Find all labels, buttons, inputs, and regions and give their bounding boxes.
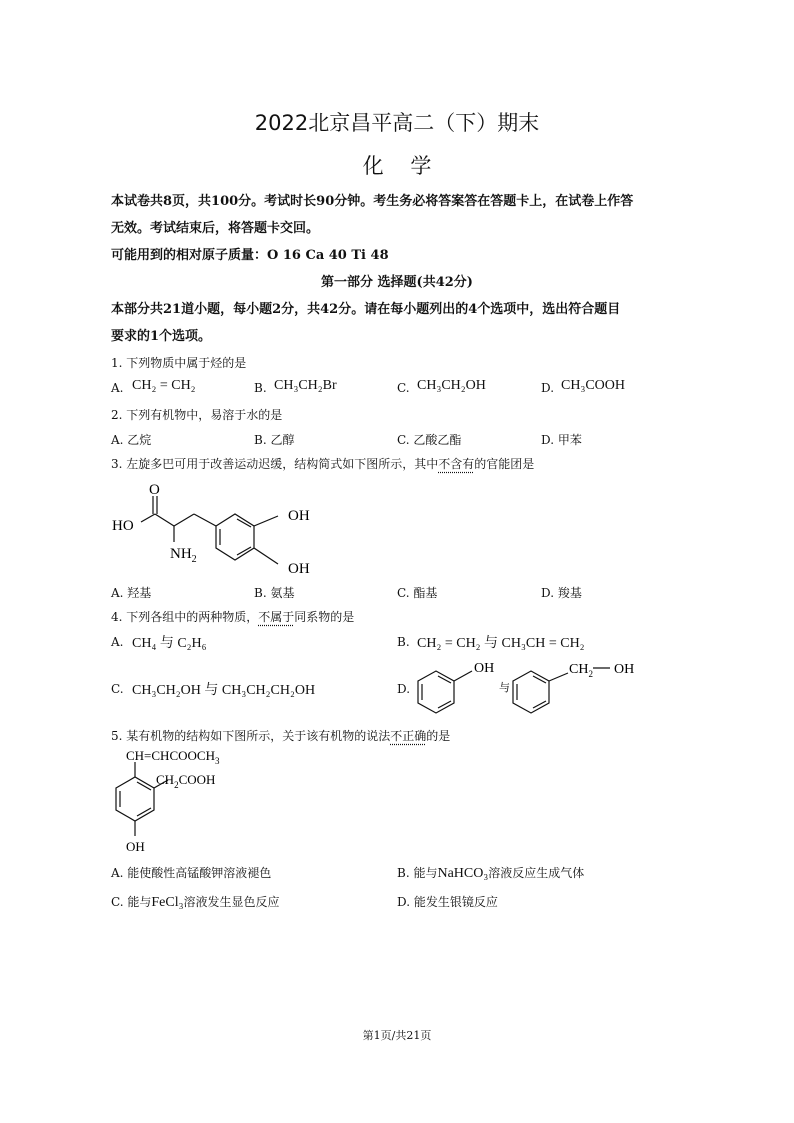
q1-stem: 1. 下列物质中属于烃的是 (111, 356, 247, 370)
atomic-mass-line: 可能用到的相对原子质量：O 16 Ca 40 Ti 48 (111, 248, 389, 263)
levodopa-oh-label-2: OH (288, 561, 310, 577)
q3-option-d: D. 羧基 (541, 586, 582, 600)
levodopa-structure (108, 478, 328, 578)
q2-option-d: D. 甲苯 (541, 433, 582, 447)
q4-stem-post: 同系物的是 (294, 610, 355, 624)
intro-line-1: 本试卷共8页，共100分。考试时长90分钟。考生务必将答案答在答题卡上，在试卷上作答 (111, 194, 634, 209)
q4-option-a-label: A. (111, 635, 124, 649)
q5-structure (108, 746, 268, 858)
q2-option-a: A. 乙烷 (111, 433, 152, 447)
q4-option-b-label: B. (397, 635, 410, 649)
q2-option-c: C. 乙酸乙酯 (397, 433, 462, 447)
q3-stem (111, 455, 534, 472)
q5-stem-emphasis: 不正确 (390, 729, 427, 743)
levodopa-nh2-label: $NH_2$ (170, 546, 197, 565)
q3-option-a: A. 羟基 (111, 586, 152, 600)
q5-option-c-post: 溶液发生显色反应 (183, 895, 280, 909)
q4-stem (111, 608, 354, 625)
q1-option-b-label: B. (254, 381, 267, 395)
q3-option-b: B. 氨基 (254, 586, 295, 600)
q5-stem-post: 的是 (426, 729, 451, 743)
q4-option-d-label: D. (397, 682, 411, 696)
section-desc-2: 要求的1个选项。 (111, 329, 212, 344)
q1-option-d: CH₃COOH (561, 378, 625, 393)
q4-option-d-structures (410, 655, 650, 720)
q5-stem (111, 727, 450, 744)
q4-option-a: CH₄ 与 C₂H₆ (132, 636, 207, 651)
page-footer: 第1页/共21页 (362, 1029, 432, 1042)
q5-option-c (111, 893, 280, 911)
q3-stem-emphasis: 不含有 (438, 457, 475, 471)
benzyl-ch2-label: $CH_2$ (569, 662, 593, 679)
q5-top-substituent: $CH=CHCOOCH_3$ (126, 748, 220, 766)
q3-option-c: C. 酯基 (397, 586, 438, 600)
q5-option-b-chem: NaHCO₃ (437, 866, 489, 881)
section-title: 第一部分 选择题(共42分) (321, 275, 473, 290)
phenol-oh-label: OH (474, 661, 495, 676)
q5-option-d: D. 能发生银镜反应 (397, 895, 498, 909)
q5-option-c-chem: FeCl₃ (151, 895, 184, 910)
intro-line-2: 无效。考试结束后，将答题卡交回。 (111, 221, 320, 236)
q1-option-b: CH₃CH₂Br (274, 378, 337, 393)
q5-option-b-pre: B. 能与 (397, 866, 438, 880)
q5-side-substituent: $CH_2COOH$ (156, 772, 216, 790)
q4-option-b: CH₂ = CH₂ 与 CH₃CH = CH₂ (417, 636, 585, 651)
q1-option-d-label: D. (541, 381, 555, 395)
q3-stem-pre: 3. 左旋多巴可用于改善运动迟缓，结构简式如下图所示，其中 (111, 457, 439, 471)
q2-option-b: B. 乙醇 (254, 433, 295, 447)
q1-option-c-label: C. (397, 381, 410, 395)
page-title: 2022北京昌平高二（下）期末 (254, 111, 540, 135)
q5-option-b-post: 溶液反应生成气体 (488, 866, 585, 880)
q2-stem: 2. 下列有机物中，易溶于水的是 (111, 408, 283, 422)
q4-option-d-with: 与 (499, 682, 510, 694)
q1-option-c: CH₃CH₂OH (417, 378, 486, 393)
q5-option-c-pre: C. 能与 (111, 895, 152, 909)
q5-option-b (397, 864, 584, 882)
q4-option-c: CH₃CH₂OH 与 CH₃CH₂CH₂OH (132, 683, 316, 698)
q4-stem-pre: 4. 下列各组中的两种物质， (111, 610, 259, 624)
levodopa-ho-label: HO (112, 518, 134, 534)
q4-option-c-label: C. (111, 682, 124, 696)
levodopa-o-label: O (149, 482, 160, 498)
q5-option-a: A. 能使酸性高锰酸钾溶液褪色 (111, 866, 272, 880)
benzyl-oh-label: OH (614, 662, 635, 677)
q4-stem-emphasis: 不属于 (258, 610, 295, 624)
q5-stem-pre: 5. 某有机物的结构如下图所示，关于该有机物的说法 (111, 729, 391, 743)
subject-title: 化 学 (362, 154, 432, 178)
q5-bottom-oh: OH (126, 839, 145, 854)
section-desc-1: 本部分共21道小题，每小题2分，共42分。请在每小题列出的4个选项中，选出符合题目 (111, 302, 621, 317)
levodopa-oh-label-1: OH (288, 508, 310, 524)
q3-stem-post: 的官能团是 (474, 457, 535, 471)
q1-option-a-label: A. (111, 381, 124, 395)
q1-option-a: CH₂ = CH₂ (132, 378, 196, 393)
